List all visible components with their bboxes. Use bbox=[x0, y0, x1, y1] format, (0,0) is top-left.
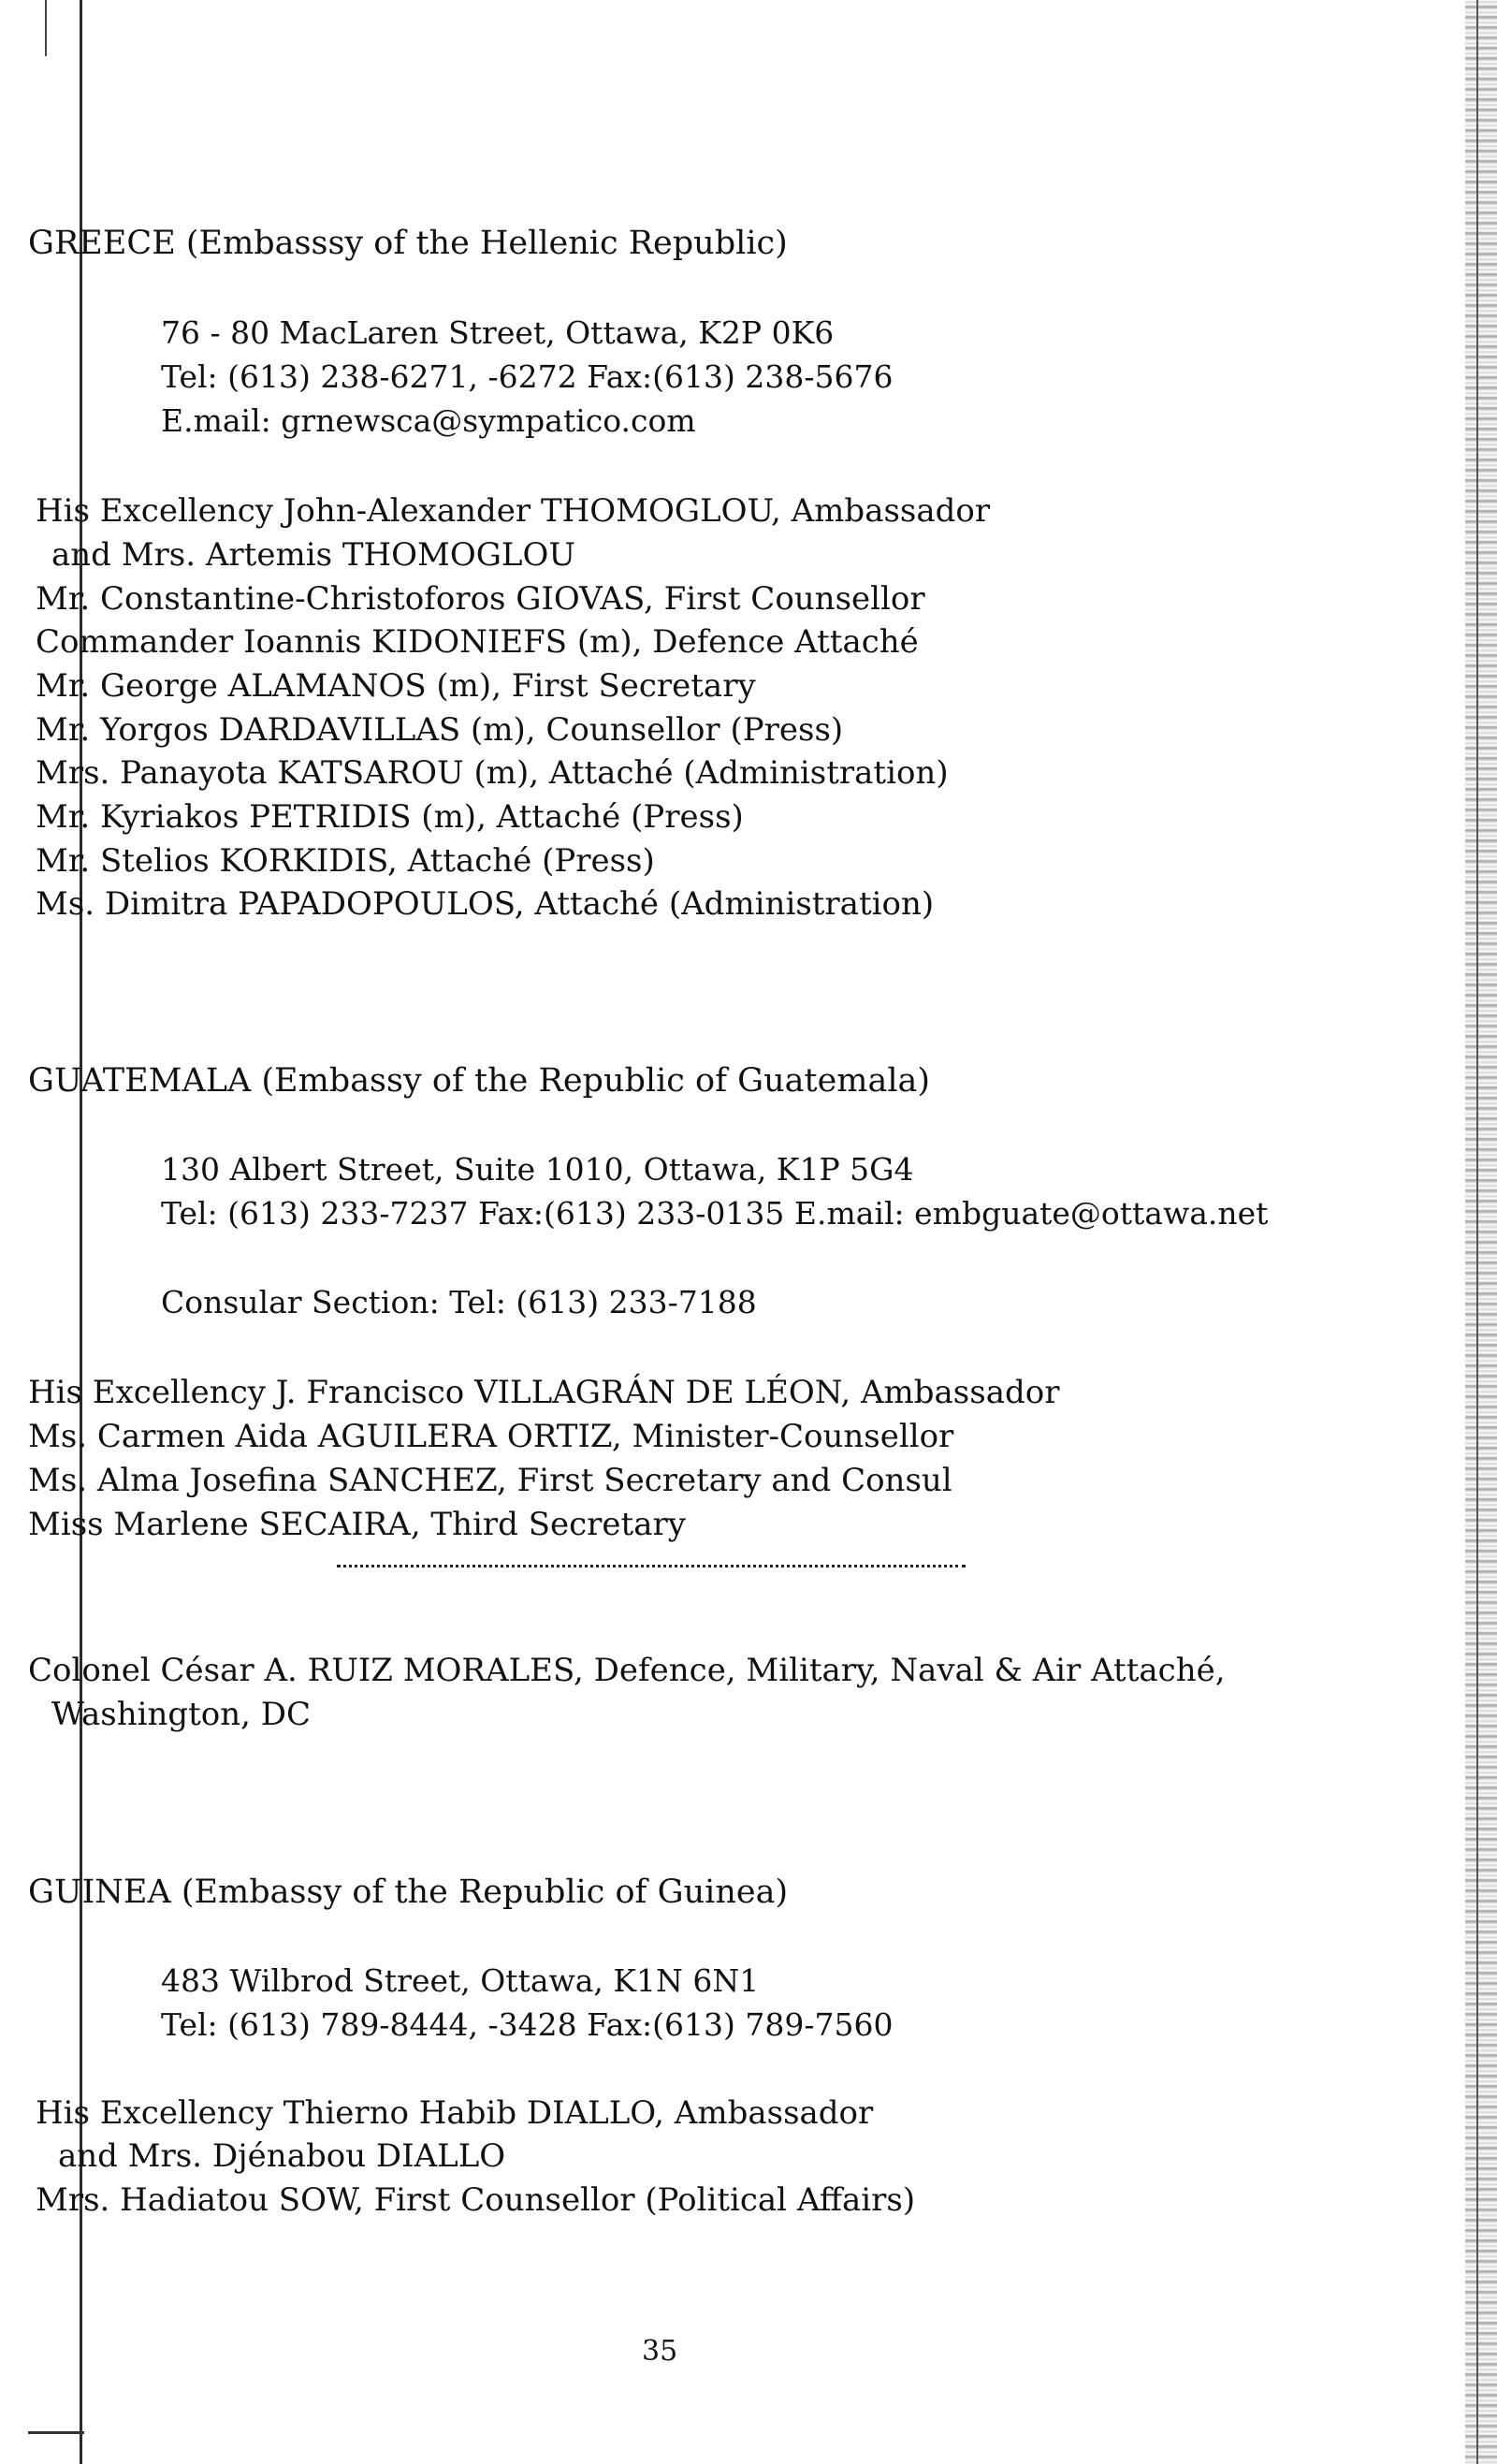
greece-staff-line: Mr. Constantine-Christoforos GIOVAS, First Counsellor bbox=[36, 580, 925, 618]
greece-staff-line: Mr. George ALAMANOS (m), First Secretary bbox=[36, 667, 756, 705]
guatemala-staff-line: Miss Marlene SECAIRA, Third Secretary bbox=[28, 1506, 686, 1543]
guatemala-heading: GUATEMALA (Embassy of the Republic of Guatemala) bbox=[28, 1062, 931, 1100]
scan-edge-line bbox=[1476, 0, 1478, 2464]
scan-mark-bottom bbox=[28, 2431, 84, 2434]
guinea-staff-line: and Mrs. Djénabou DIALLO bbox=[58, 2137, 506, 2175]
scan-edge-right bbox=[1465, 0, 1497, 2464]
greece-staff-line: Mr. Yorgos DARDAVILLAS (m), Counsellor (Press) bbox=[36, 711, 844, 749]
guinea-staff-line: Mrs. Hadiatou SOW, First Counsellor (Political Affairs) bbox=[36, 2181, 916, 2219]
greece-staff-line: and Mrs. Artemis THOMOGLOU bbox=[51, 536, 575, 574]
guatemala-address: 130 Albert Street, Suite 1010, Ottawa, K1P 5G4 bbox=[161, 1151, 914, 1188]
guatemala-staff-line: Ms. Carmen Aida AGUILERA ORTIZ, Minister-Counsellor bbox=[28, 1418, 954, 1455]
greece-address: 76 - 80 MacLaren Street, Ottawa, K2P 0K6 bbox=[161, 314, 835, 351]
scan-mark-top bbox=[45, 0, 47, 56]
greece-email: E.mail: grnewsca@sympatico.com bbox=[161, 402, 696, 439]
guatemala-attache-line: Colonel César A. RUIZ MORALES, Defence, Military, Naval & Air Attaché, bbox=[28, 1652, 1226, 1689]
greece-staff-line: Mr. Kyriakos PETRIDIS (m), Attaché (Press) bbox=[36, 798, 744, 836]
greece-staff-line: His Excellency John-Alexander THOMOGLOU, Ambassador bbox=[36, 492, 991, 530]
greece-staff-line: Ms. Dimitra PAPADOPOULOS, Attaché (Administration) bbox=[36, 885, 935, 923]
guatemala-phone: Tel: (613) 233-7237 Fax:(613) 233-0135 E.mail: embguate@ottawa.net bbox=[161, 1195, 1269, 1232]
separator-rule bbox=[337, 1565, 966, 1567]
guinea-heading: GUINEA (Embassy of the Republic of Guinea) bbox=[28, 1874, 789, 1911]
greece-staff-line: Mrs. Panayota KATSAROU (m), Attaché (Administration) bbox=[36, 754, 949, 792]
guatemala-staff-line: His Excellency J. Francisco VILLAGRÁN DE LÉON, Ambassador bbox=[28, 1374, 1060, 1411]
guinea-phone: Tel: (613) 789-8444, -3428 Fax:(613) 789-7560 bbox=[161, 2006, 894, 2043]
greece-heading: GREECE (Embasssy of the Hellenic Republic) bbox=[28, 225, 788, 262]
guatemala-consular: Consular Section: Tel: (613) 233-7188 bbox=[161, 1284, 757, 1320]
guatemala-staff-line: Ms. Alma Josefina SANCHEZ, First Secretary and Consul bbox=[28, 1462, 952, 1499]
guatemala-attache-location: Washington, DC bbox=[51, 1696, 312, 1733]
greece-staff-line: Commander Ioannis KIDONIEFS (m), Defence Attaché bbox=[36, 623, 919, 661]
greece-phone: Tel: (613) 238-6271, -6272 Fax:(613) 238-5676 bbox=[161, 358, 894, 395]
page-number: 35 bbox=[642, 2335, 678, 2368]
guinea-address: 483 Wilbrod Street, Ottawa, K1N 6N1 bbox=[161, 1962, 760, 1999]
greece-staff-line: Mr. Stelios KORKIDIS, Attaché (Press) bbox=[36, 842, 655, 880]
guinea-staff-line: His Excellency Thierno Habib DIALLO, Ambassador bbox=[36, 2094, 874, 2132]
